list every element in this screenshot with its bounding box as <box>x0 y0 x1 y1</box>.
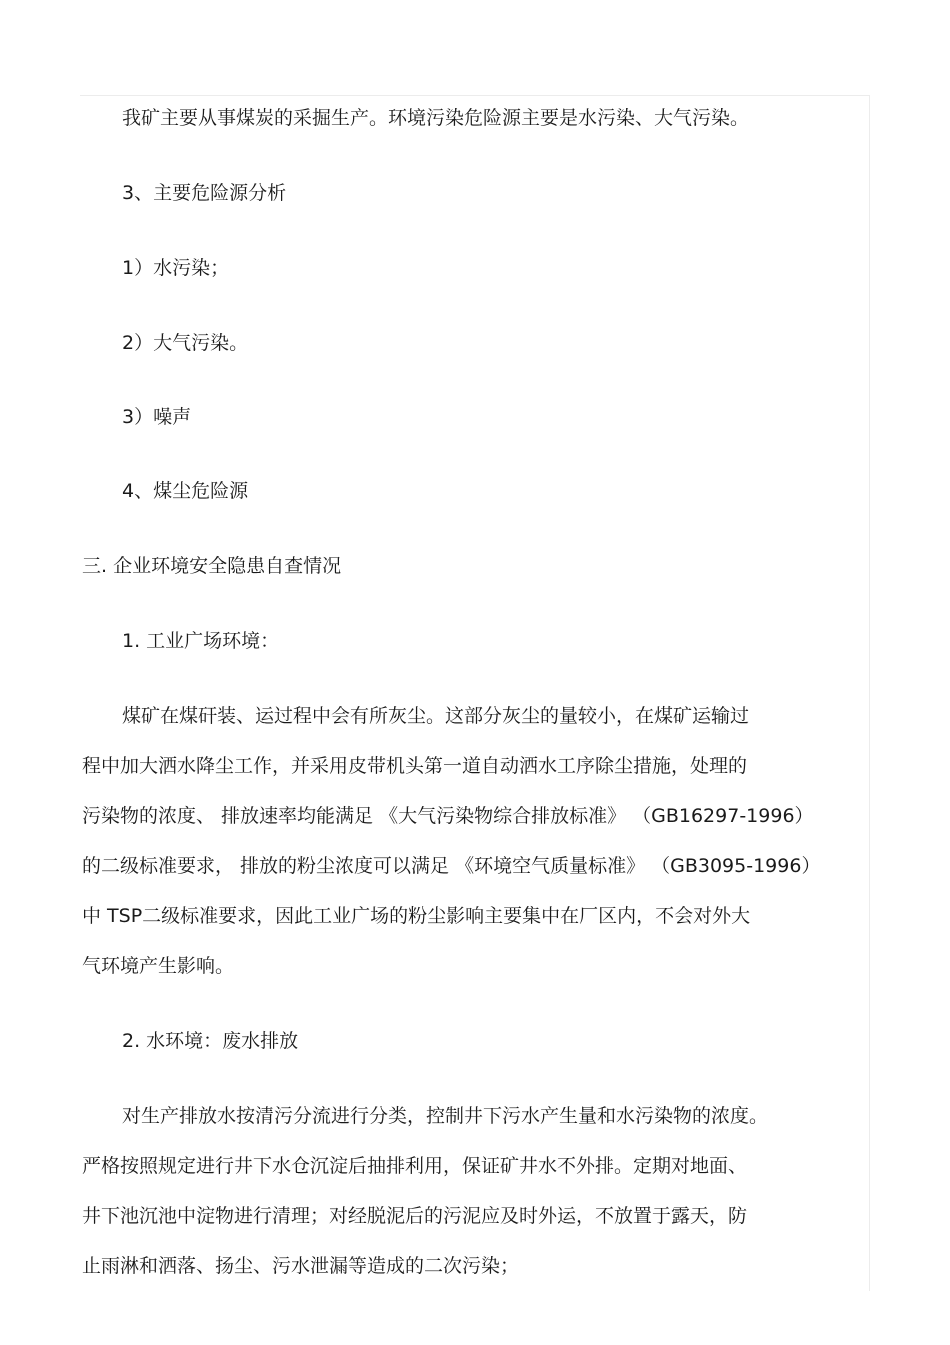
body-line: 的二级标准要求， 排放的粉尘浓度可以满足 《环境空气质量标准》 （GB3095-1996） <box>82 855 821 877</box>
list-item-air-pollution: 2）大气污染。 <box>122 332 249 354</box>
list-item-noise: 3）噪声 <box>122 406 192 428</box>
body-line: 程中加大洒水降尘工作，并采用皮带机头第一道自动洒水工序除尘措施，处理的 <box>82 755 748 777</box>
body-line: 污染物的浓度、 排放速率均能满足 《大气污染物综合排放标准》 （GB16297-1996） <box>82 805 814 827</box>
section-heading-self-inspection: 三. 企业环境安全隐患自查情况 <box>82 555 342 577</box>
body-line: 对生产排放水按清污分流进行分类，控制井下污水产生量和水污染物的浓度。 <box>122 1105 769 1127</box>
intro-paragraph: 我矿主要从事煤炭的采掘生产。环境污染危险源主要是水污染、大气污染。 <box>122 107 750 129</box>
list-item-water-pollution: 1）水污染； <box>122 257 230 279</box>
body-line: 井下池沉池中淀物进行清理；对经脱泥后的污泥应及时外运，不放置于露天，防 <box>82 1205 748 1227</box>
heading-main-hazard-analysis: 3、主要危险源分析 <box>122 182 287 204</box>
body-line: 止雨淋和洒落、扬尘、污水泄漏等造成的二次污染； <box>82 1255 520 1277</box>
body-line: 中 TSP二级标准要求，因此工业广场的粉尘影响主要集中在厂区内，不会对外大 <box>82 905 751 927</box>
subheading-water-environment: 2. 水环境：废水排放 <box>122 1030 299 1052</box>
body-line: 煤矿在煤矸装、运过程中会有所灰尘。这部分灰尘的量较小，在煤矿运输过 <box>122 705 750 727</box>
body-line: 气环境产生影响。 <box>82 955 235 977</box>
subheading-industrial-square: 1. 工业广场环境： <box>122 630 280 652</box>
heading-coal-dust-hazard: 4、煤尘危险源 <box>122 480 249 502</box>
body-line: 严格按照规定进行井下水仓沉淀后抽排利用，保证矿井水不外排。定期对地面、 <box>82 1155 748 1177</box>
